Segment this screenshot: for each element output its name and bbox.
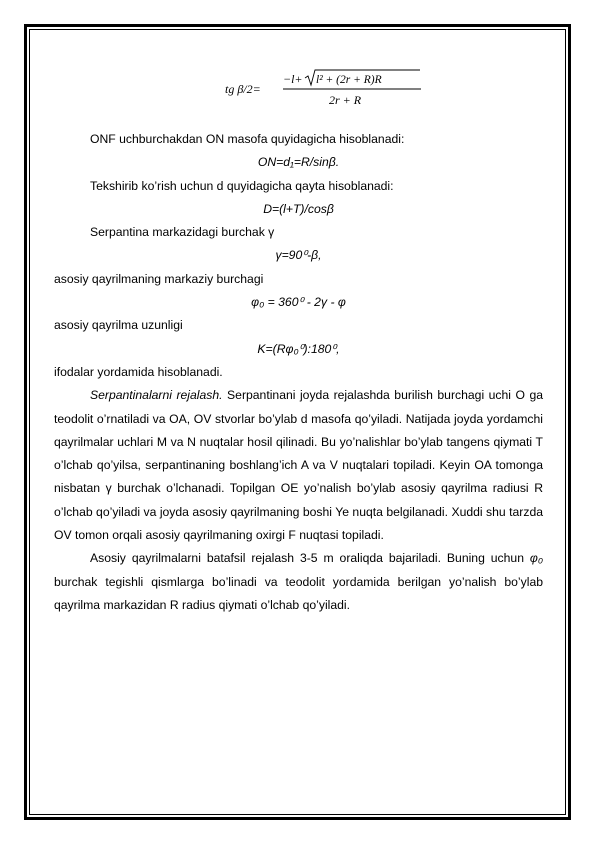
paragraph-part: burchak tegishli qismlarga bo’linadi va teodolit yordamida berilgan yo’nalish bo’ylab qayrilma markazidan R radius qiymati o’lchab qo’yiladi. bbox=[54, 574, 543, 612]
formula-gamma: γ=90⁰-β, bbox=[275, 248, 322, 263]
paragraph-lead: Serpantinalarni rejalash. bbox=[90, 388, 223, 403]
text-line: ONF uchburchakdan ON masofa quyidagicha hisoblanadi: bbox=[90, 132, 405, 146]
text-line: Tekshirib ko’rish uchun d quyidagicha qayta hisoblanadi: bbox=[90, 178, 394, 193]
text-line: asosiy qayrilmaning markaziy burchagi bbox=[54, 271, 264, 286]
formula-k: K=(Rφ₀⁰):180⁰, bbox=[257, 341, 340, 356]
paragraph-detail bbox=[54, 547, 543, 617]
paragraph-serpantina bbox=[54, 384, 543, 547]
document-body bbox=[54, 72, 543, 617]
formula-tg-beta bbox=[54, 72, 543, 128]
paragraph-body: Serpantinani joyda rejalashda burilish burchagi uchi O ga teodolit o’rnatiladi va OA, OV stvorlar bo’ylab d masofa qo’yiladi. Natijada joyda yordamchi qayrilmalar uchlari M va N nuqtalar hosil qilinadi. Bu yo’nalishlar bo’ylab tangens qiymati T o’lchab qo’yilsa, serpantinaning boshlang’ich A va V nuqtalari topiladi. Keyin OA tomonga nisbatan γ burchak o’lchanadi. Topilgan OE yo’nalish bo’ylab asosiy qayrilma radiusi R o’lchab qo’yiladi va joyda asosiy qayrilmaning boshi Ye nuqta belgilanadi. Xuddi shu tarzda OV tomon orqali asosiy qayrilmaning oxirgi F nuqtasi topiladi. bbox=[54, 388, 544, 543]
formula-denominator: 2r + R bbox=[329, 93, 362, 107]
formula-d: D=(l+T)/cosβ bbox=[263, 201, 334, 216]
formula-numerator-prefix: −l+ bbox=[283, 72, 303, 86]
text-line: asosiy qayrilma uzunligi bbox=[54, 318, 183, 333]
formula-radicand: l² + (2r + R)R bbox=[316, 74, 382, 86]
text-line: ifodalar yordamida hisoblanadi. bbox=[54, 364, 223, 379]
formula-on: ON=d₁=R/sinβ. bbox=[257, 155, 340, 170]
text-line: Serpantina markazidagi burchak γ bbox=[90, 225, 275, 240]
formula-phi0: φ₀ = 360⁰ - 2γ - φ bbox=[251, 295, 346, 310]
formula-lhs: tg β/2= bbox=[225, 82, 261, 96]
phi-symbol: φ₀ bbox=[529, 551, 543, 566]
paragraph-part: Asosiy qayrilmalarni batafsil rejalash 3-5 m oraliqda bajariladi. Buning uchun bbox=[90, 551, 530, 566]
